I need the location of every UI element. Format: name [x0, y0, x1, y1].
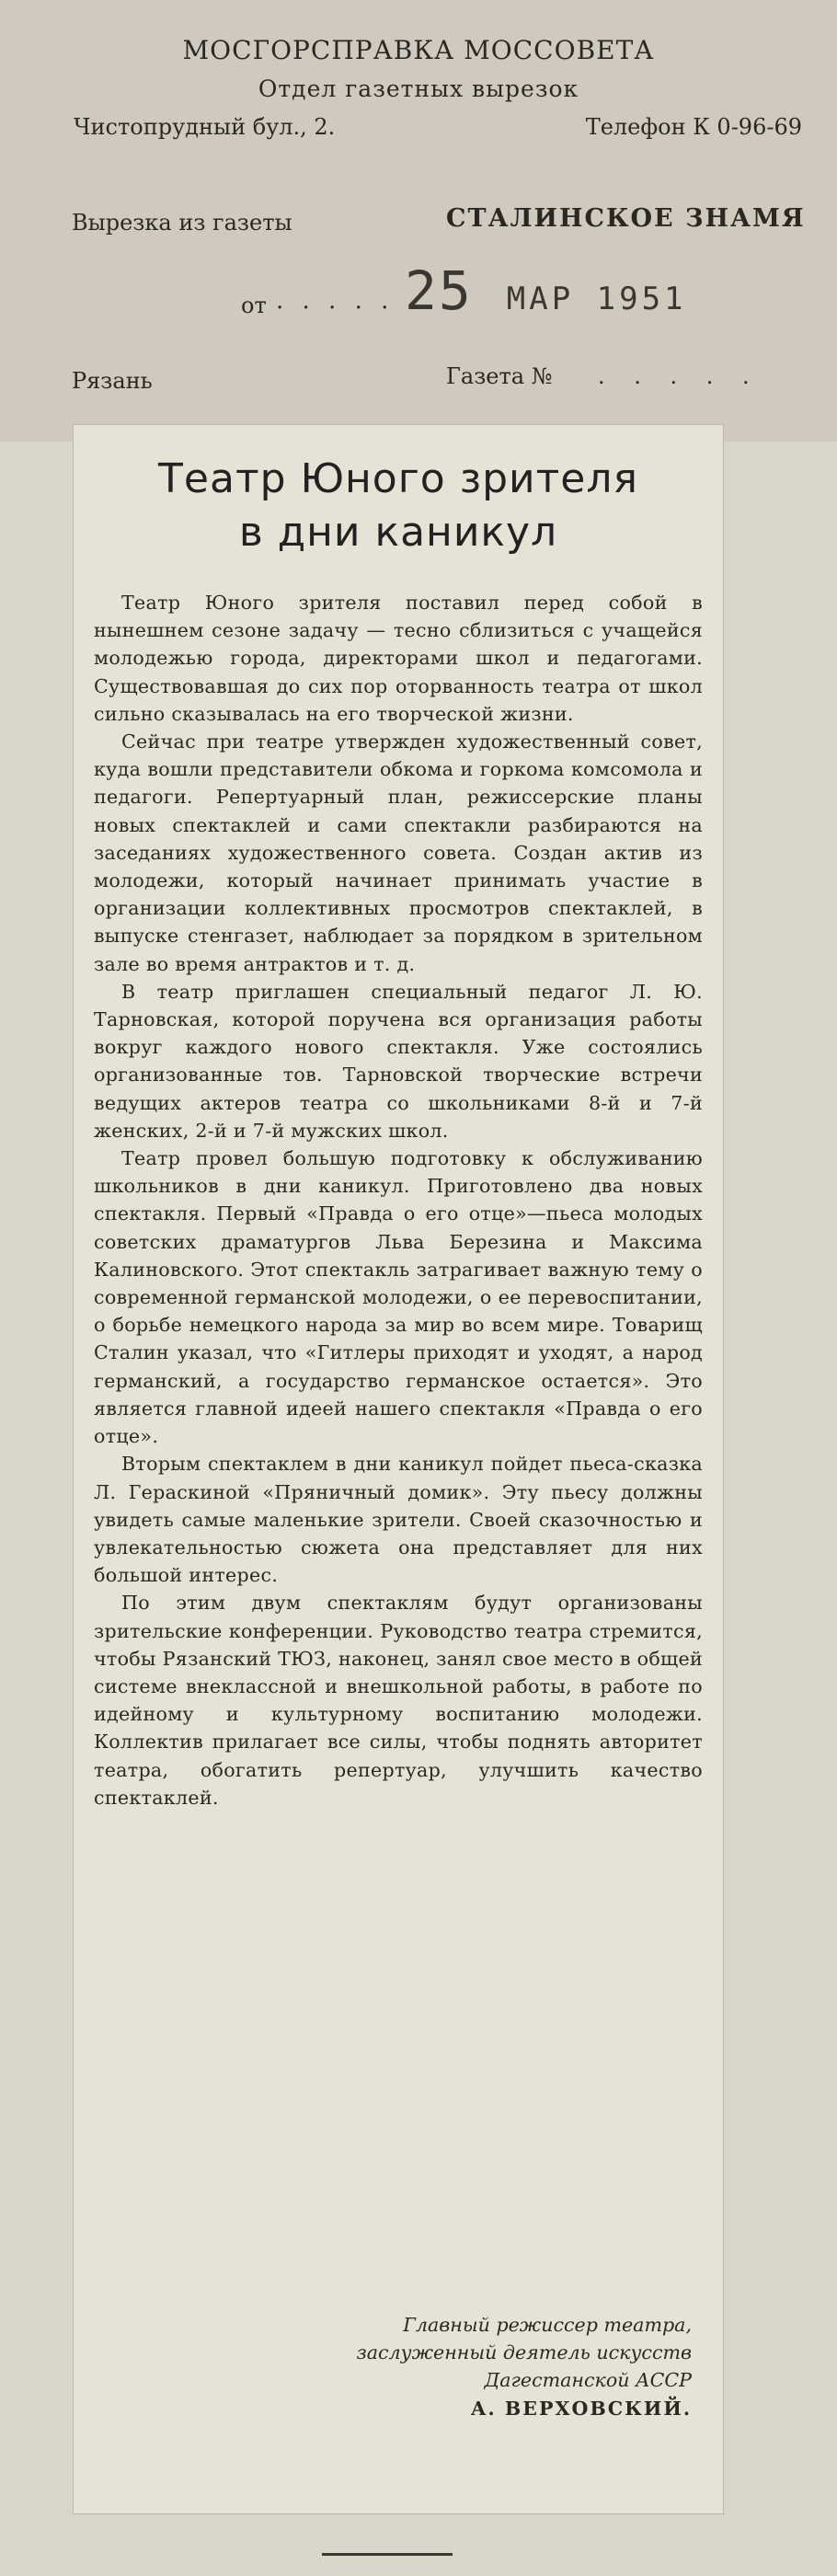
article-paragraph: В театр приглашен специальный педагог Л. Ю. Тарновская, которой поручена вся организация работы вокруг каждого нового спектакля. Уже состоялись организованные тов. Тарновской творческие встречи ведущих актеров театра со школьниками 8-й и 7-й женских, 2-й и 7-й мужских школ. — [94, 980, 703, 1142]
phone-number: Телефон К 0-96-69 — [585, 114, 802, 140]
signature-title-1: Главный режиссер театра, — [403, 2314, 692, 2336]
article-paragraph: Театр провел большую подготовку к обслуживанию школьников в дни каникул. Приготовлено два новых спектакля. Первый «Правда о его отце»—пьеса молодых советских драматургов Льва Березина и Максима Калиновского. Этот спектакль затрагивает важную тему о современной германской молодежи, о ее перевоспитании, о борьбе немецкого народа за мир во всем мире. Товарищ Сталин указал, что «Гитлеры приходят и уходят, а народ германский, а государство германское остается». Это является главной идеей нашего спектакля «Правда о его отце». — [94, 1147, 703, 1448]
article-title — [74, 453, 723, 559]
newspaper-clipping — [74, 425, 723, 2513]
article-signature — [177, 2311, 692, 2422]
article-paragraph: Сейчас при театре утвержден художественный совет, куда вошли представители обкома и горкома комсомола и педагоги. Репертуарный план, режиссерские планы новых спектаклей и сами спектакли разбираются на заседаниях художественного совета. Создан актив из молодежи, который начинает принимать участие в организации коллективных просмотров спектаклей, в выпуске стенгазет, наблюдает за порядком в зрительном зале во время антрактов и т. д. — [94, 730, 703, 975]
signature-title-3: Дагестанской АССР — [484, 2369, 692, 2392]
article-paragraph: По этим двум спектаклям будут организованы зрительские конференции. Руководство театра стремится, чтобы Рязанский ТЮЗ, наконец, занял свое место в общей системе внеклассной и внешкольной работы, в работе по идейному и культурному воспитанию молодежи. Коллектив прилагает все силы, чтобы поднять авторитет театра, обогатить репертуар, улучшить качество спектаклей. — [94, 1592, 703, 1809]
date-stamp — [405, 259, 687, 322]
city-name: Рязань — [72, 368, 153, 394]
date-dots: . . . . . — [276, 287, 395, 315]
organization-name: МОСГОРСПРАВКА МОССОВЕТА — [182, 35, 655, 65]
department-name: Отдел газетных вырезок — [258, 75, 579, 102]
signature-name: А. ВЕРХОВСКИЙ. — [470, 2397, 692, 2420]
article-title-line-1: Театр Юного зрителя — [158, 455, 638, 502]
bottom-divider — [322, 2553, 453, 2556]
date-month-year: МАР 1951 — [506, 281, 687, 317]
article-paragraph: Вторым спектаклем в дни каникул пойдет пьеса-сказка Л. Гераскиной «Пряничный домик». Эту пьесу должны увидеть самые маленькие зрители. Своей сказочностью и увлекательностью сюжета она представляет для них большой интерес. — [94, 1453, 703, 1587]
clipping-form-header — [0, 0, 837, 442]
article-paragraph: Театр Юного зрителя поставил перед собой в нынешнем сезоне задачу — тесно сблизиться с учащейся молодежью города, директорами школ и педагогами. Существовавшая до сих пор оторванность театра от школ сильно сказывалась на его творческой жизни. — [94, 592, 703, 725]
paper-number-label: Газета № — [446, 363, 553, 389]
date-from-label: от — [241, 293, 267, 318]
article-body — [94, 589, 703, 1811]
signature-title-2: заслуженный деятель искусств — [356, 2341, 692, 2364]
address: Чистопрудный бул., 2. — [74, 114, 336, 140]
date-day: 25 — [405, 259, 473, 322]
cut-from-label: Вырезка из газеты — [72, 210, 292, 236]
paper-number-dots: . . . . . — [598, 363, 761, 389]
article-title-line-2: в дни каникул — [238, 509, 558, 556]
newspaper-name: СТАЛИНСКОЕ ЗНАМЯ — [446, 204, 806, 233]
